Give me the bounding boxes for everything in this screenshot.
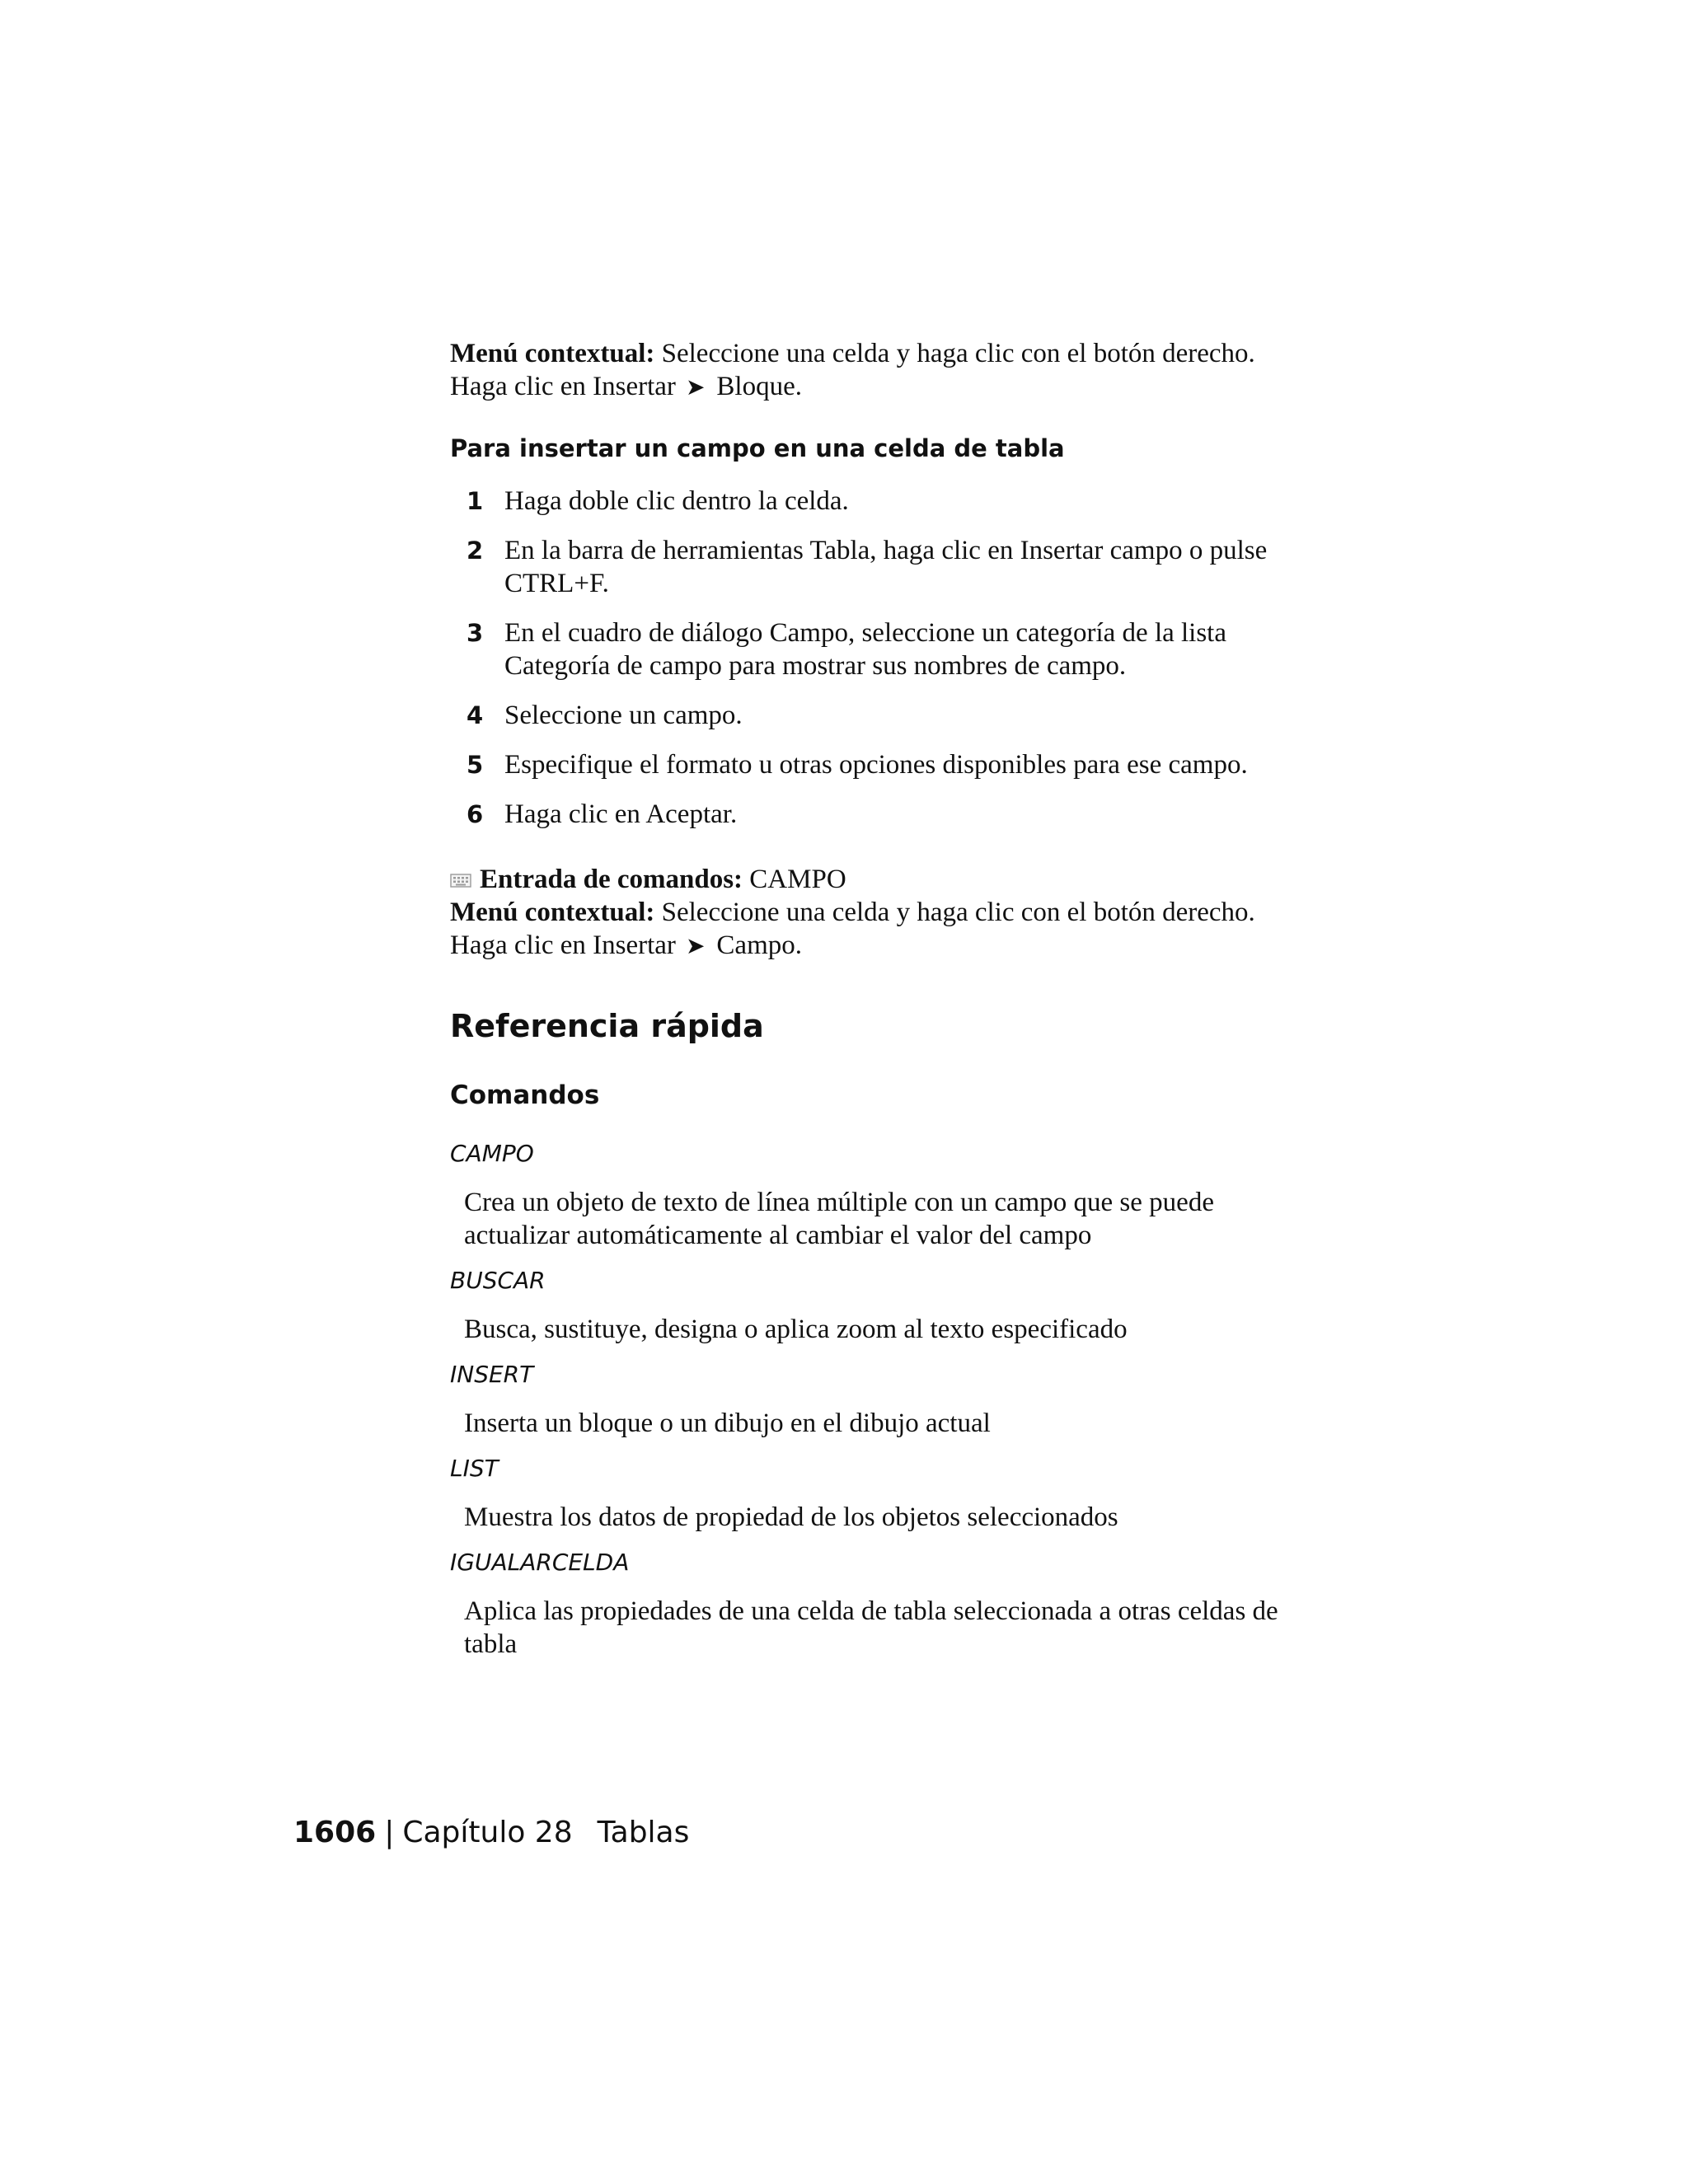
- command-description-line: Muestra los datos de propiedad de los objetos seleccionados: [464, 1502, 1118, 1532]
- command-list: [450, 1140, 1340, 1661]
- quick-reference-heading: Referencia rápida: [450, 1008, 764, 1044]
- step-item: [450, 534, 1340, 600]
- step-item: [450, 485, 1340, 518]
- step-text: Seleccione un campo.: [504, 701, 743, 730]
- step-number: 2: [467, 537, 484, 565]
- command-name: IGUALARCELDA: [450, 1549, 630, 1576]
- command-name: BUSCAR: [450, 1267, 546, 1294]
- chapter-label: Capítulo 28: [402, 1816, 573, 1849]
- page-number: 1606: [293, 1816, 377, 1849]
- command-name: LIST: [450, 1455, 499, 1482]
- command-description: [450, 1313, 1340, 1346]
- shortcut-menu-text: Seleccione una celda y haga clic con el botón derecho.: [654, 898, 1255, 927]
- procedure-steps: [450, 485, 1340, 831]
- step-text: Categoría de campo para mostrar sus nombres de campo.: [504, 651, 1127, 681]
- command-name: INSERT: [450, 1361, 534, 1388]
- command-description: [450, 1501, 1340, 1534]
- step-text: CTRL+F.: [504, 569, 609, 598]
- command-entry-block: [450, 863, 1340, 963]
- command-entry-line: [450, 863, 1340, 896]
- command-description-line: Aplica las propiedades de una celda de tabla seleccionada a otras celdas de: [464, 1596, 1278, 1626]
- command-description: [450, 1595, 1340, 1661]
- command-description: [450, 1186, 1340, 1252]
- menu-target-text: Campo.: [716, 930, 802, 960]
- shortcut-menu-line-1: [450, 896, 1340, 929]
- step-item: [450, 699, 1340, 732]
- step-item: [450, 798, 1340, 831]
- command-description-line: actualizar automáticamente al cambiar el valor del campo: [464, 1221, 1092, 1250]
- step-text: Haga clic en Aceptar.: [504, 799, 738, 829]
- command-description-line: tabla: [464, 1629, 518, 1659]
- step-text: En el cuadro de diálogo Campo, seleccione un categoría de la lista: [504, 618, 1226, 648]
- step-number: 3: [467, 619, 484, 647]
- insert-text: Haga clic en Insertar: [450, 372, 676, 401]
- shortcut-menu-line-1: [450, 337, 1340, 370]
- step-number: 6: [467, 800, 484, 828]
- step-number: 1: [467, 487, 484, 515]
- shortcut-menu-text: Seleccione una celda y haga clic con el botón derecho.: [654, 339, 1255, 368]
- arrow-icon: ➤: [685, 932, 706, 959]
- arrow-icon: ➤: [685, 373, 706, 401]
- insert-text: Haga clic en Insertar: [450, 930, 676, 960]
- footer-separator: |: [384, 1816, 395, 1849]
- step-text: En la barra de herramientas Tabla, haga clic en Insertar campo o pulse: [504, 536, 1268, 565]
- step-text: Especifique el formato u otras opciones disponibles para ese campo.: [504, 750, 1248, 780]
- section-label: Tablas: [597, 1816, 690, 1849]
- shortcut-menu-line-2: [450, 929, 1340, 963]
- menu-target-text: Bloque.: [716, 372, 802, 401]
- command-description: [450, 1407, 1340, 1440]
- step-text: Haga doble clic dentro la celda.: [504, 486, 849, 516]
- step-item: [450, 748, 1340, 781]
- procedure-title: Para insertar un campo en una celda de tabla: [450, 434, 1065, 462]
- shortcut-menu-label: Menú contextual:: [450, 339, 655, 368]
- page-footer: [293, 1815, 689, 1851]
- commands-heading: Comandos: [450, 1080, 600, 1110]
- command-description-line: Crea un objeto de texto de línea múltiple con un campo que se puede: [464, 1188, 1214, 1217]
- command-entry-label: Entrada de comandos:: [480, 865, 743, 894]
- keyboard-icon: [450, 872, 471, 888]
- step-number: 4: [467, 701, 484, 729]
- step-item: [450, 616, 1340, 682]
- shortcut-menu-label: Menú contextual:: [450, 898, 655, 927]
- step-number: 5: [467, 751, 484, 779]
- command-name: CAMPO: [450, 1140, 534, 1167]
- shortcut-menu-block-1: [450, 337, 1340, 404]
- shortcut-menu-line-2: [450, 370, 1340, 404]
- command-entry-value: CAMPO: [743, 865, 846, 894]
- command-description-line: Busca, sustituye, designa o aplica zoom al texto especificado: [464, 1315, 1128, 1344]
- command-description-line: Inserta un bloque o un dibujo en el dibujo actual: [464, 1408, 991, 1438]
